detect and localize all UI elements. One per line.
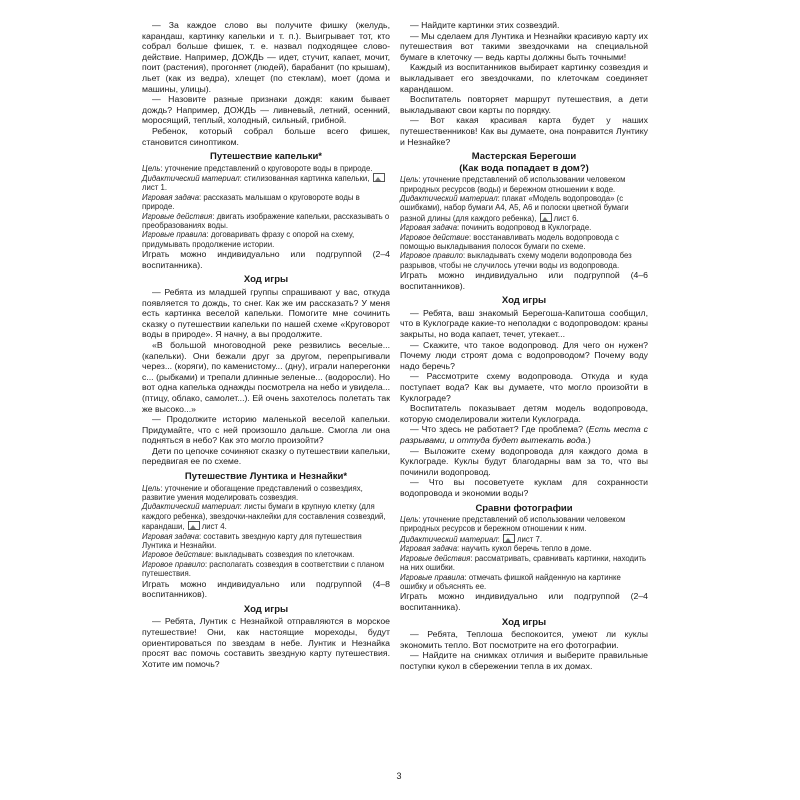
game-goal: Цель: уточнение представлений о круговороте воды в природе. <box>142 163 373 173</box>
paragraph: «В большой многоводной реке резвились веселые... (капельки). Они бежали друг за другом, перепрыгивали через... (коряги), по каменистому... (дну), играли наперегонки с... (рыбками) и трепали длинные зеленые... (водоросли). Но вот одна капелька однажды посмотрела на небо и увидела... (птицу, облако, самолет...). Ей очень захотелось полетать так же высоко...» <box>142 339 390 414</box>
paragraph: Дети по цепочке сочиняют сказку о путешествии капельки, передвигая ее по схеме. <box>142 445 390 467</box>
paragraph: — Продолжите историю маленькой веселой капельки. Придумайте, что с ней произошло дальше. Смогла ли она подняться в небо? Как это могло произойти? <box>142 414 390 446</box>
game-goal: Цель: уточнение и обогащение представлений о созвездиях, развитие умения моделировать созвездия. <box>142 483 363 502</box>
game-rules: Игровое правило: располагать созвездия в соответствии с планом путешествия. <box>142 559 385 579</box>
course-title: Ход игры <box>501 616 547 628</box>
course-title: Ход игры <box>243 274 289 286</box>
left-column <box>142 20 390 669</box>
paragraph: — Ребята, Лунтик с Незнайкой отправляются в морское путешествие! Они, как настоящие мореходы, будут ориентироваться по звездам в небе. Лунтик и Незнайка просят вас помочь составить звездную карту путешествия. Хотите им помочь? <box>142 616 390 669</box>
paragraph: — Найдите на снимках отличия и выберите правильные поступки кукол в сбережении тепла в их домах. <box>400 650 648 671</box>
page-number: 3 <box>396 771 402 781</box>
game-title: Сравни фотографии <box>475 502 573 514</box>
game-title: Путешествие Лунтика и Незнайки* <box>184 471 348 483</box>
paragraph: — Ребята, Теплоша беспокоится, умеют ли куклы экономить тепло. Вот посмотрите на его фотографии. <box>400 629 648 650</box>
game-play: Играть можно индивидуально или подгруппой (4–8 воспитанников). <box>142 578 390 600</box>
paragraph: — Что вы посоветуете куклам для сохранности водопровода и экономии воды? <box>400 477 648 498</box>
game-play: Играть можно индивидуально или подгруппой (2–4 воспитанника). <box>400 591 648 612</box>
paragraph: — Скажите, что такое водопровод. Для чего он нужен? Почему люди строят дома с водопроводом? Почему воду надо беречь? <box>400 339 648 371</box>
picture-icon <box>373 173 385 182</box>
course-title: Ход игры <box>243 603 289 615</box>
game-task: Игровая задача: починить водопровод в Куклограде. <box>400 223 592 233</box>
picture-icon <box>503 534 515 543</box>
game-actions: Игровые действия: рассматривать, сравнивать картинки, находить на них ошибки. <box>400 553 647 573</box>
game-actions: Игровые действия: двигать изображение капельки, рассказывать о преобразованиях воды. <box>142 211 390 231</box>
book-page <box>142 20 656 781</box>
course-title: Ход игры <box>501 295 547 307</box>
paragraph: Каждый из воспитанников выбирает картинку созвездия и выкладывает его звездочками, по клеточкам соединяет карандашом. <box>400 62 648 94</box>
paragraph: — Что здесь не работает? Где проблема? (Есть места с разрывами, и оттуда будет вытекать вода.) <box>400 424 648 445</box>
paragraph: — Выложите схему водопровода для каждого дома в Куклограде. Куклы будут благодарны вам за то, что вы починили водопровод. <box>400 445 648 477</box>
game-material: Дидактический материал: листы бумаги в крупную клетку (для каждого ребенка), звездочки-наклейки для составления созвездий, карандаши, лист 4. <box>142 502 386 532</box>
game-rules: Игровые правила: отмечать фишкой найденную на картинке ошибку и объяснять ее. <box>400 572 621 591</box>
paragraph: — Рассмотрите схему водопровода. Откуда и куда поступает вода? Как вы думаете, что могло произойти в Куклограде? <box>400 371 648 403</box>
game-material: Дидактический материал: плакат «Модель водопровода» (с ошибками), набор бумаги А4, А5, А6 и полоски цветной бумаги разной длины (для каждого ребенка), лист 6. <box>400 193 629 223</box>
game-goal: Цель: уточнение представлений об использовании человеком природных ресурсов и бережном отношении к ним. <box>400 515 626 534</box>
game-task: Игровая задача: рассказать малышам о круговороте воды в природе. <box>142 192 360 212</box>
paragraph: Ребенок, который собрал больше всего фишек, становится синоптиком. <box>142 125 390 147</box>
paragraph: — Найдите картинки этих созвездий. <box>410 20 560 30</box>
game-play: Играть можно индивидуально или подгруппой (4–6 воспитанников). <box>400 270 648 291</box>
game-rules: Игровые правила: договаривать фразу с опорой на схему, придумывать продолжение истории. <box>142 230 355 249</box>
game-goal: Цель: уточнение представлений об использовании человеком природных ресурсов (воды) и бережном отношении к воде. <box>400 175 626 194</box>
game-title: Путешествие капельки* <box>209 151 322 163</box>
paragraph: Воспитатель показывает детям модель водопровода, которую смоделировали жители Куклограда. <box>400 403 648 424</box>
paragraph: — За каждое слово вы получите фишку (желудь, карандаш, картинку капельки и т. п.). Выигрывает тот, кто собрал больше фишек, т. е. назвал подходящее слово-действие. Например, ДОЖДЬ — идет, стучит, капает, мочит, поит (растения), прогоняет (людей), барабанит (по крышам), льет (как из ведра), хлещет (по стеклам), моет (дома и машины, улицы). <box>142 20 390 94</box>
game-task: Игровая задача: составить звездную карту для путешествия Лунтика и Незнайки. <box>142 531 362 550</box>
paragraph: — Вот какая красивая карта будет у наших путешественников! Как вы думаете, она понравится Лунтику и Незнайке? <box>400 115 648 147</box>
game-play: Играть можно индивидуально или подгруппой (2–4 воспитанника). <box>142 249 390 270</box>
paragraph: Воспитатель повторяет маршрут путешествия, а дети выкладывают свои карты по порядку. <box>400 94 648 115</box>
picture-icon <box>188 521 200 530</box>
game-material: Дидактический материал: стилизованная картинка капельки, лист 1. <box>142 173 390 193</box>
right-column <box>400 20 648 671</box>
paragraph: — Ребята из младшей группы спрашивают у вас, откуда появляется то дождь, то снег. Как же им рассказать? У меня есть картинка веселой капельки. Помогите мне сочинить сказку о путешествии капельки по нашей схеме «Круговорот воды в природе». Я начну, а вы продолжите. <box>142 286 390 340</box>
game-title: Мастерская Берегоши (Как вода попадает в дом?) <box>459 151 589 174</box>
game-material: Дидактический материал: лист 7. <box>400 534 542 544</box>
paragraph: — Мы сделаем для Лунтика и Незнайки красивую карту их путешествия вот такими звездочками на специальной бумаге в клеточку — ведь карты должны быть точными! <box>400 30 648 62</box>
game-actions: Игровое действие: выкладывать созвездия по клеточкам. <box>142 550 355 560</box>
paragraph: — Назовите разные признаки дождя: каким бывает дождь? Например, ДОЖДЬ — ливневый, летний, осенний, моросящий, теплый, холодный, сильный, грибной. <box>142 94 390 126</box>
game-task: Игровая задача: научить кукол беречь тепло в доме. <box>400 544 592 554</box>
picture-icon <box>540 213 552 222</box>
game-rules: Игровое правило: выкладывать схему модели водопровода без разрывов, чтобы не случилось утечки воды из водопровода. <box>400 251 632 270</box>
game-actions: Игровое действие: восстанавливать модель водопровода с помощью выкладывания полосок бумаги по схеме. <box>400 232 619 251</box>
paragraph: — Ребята, ваш знакомый Берегоша-Капитоша сообщил, что в Куклограде какие-то неполадки с водопроводом: краны закрыты, но вода капает, течет, утекает... <box>400 307 648 340</box>
